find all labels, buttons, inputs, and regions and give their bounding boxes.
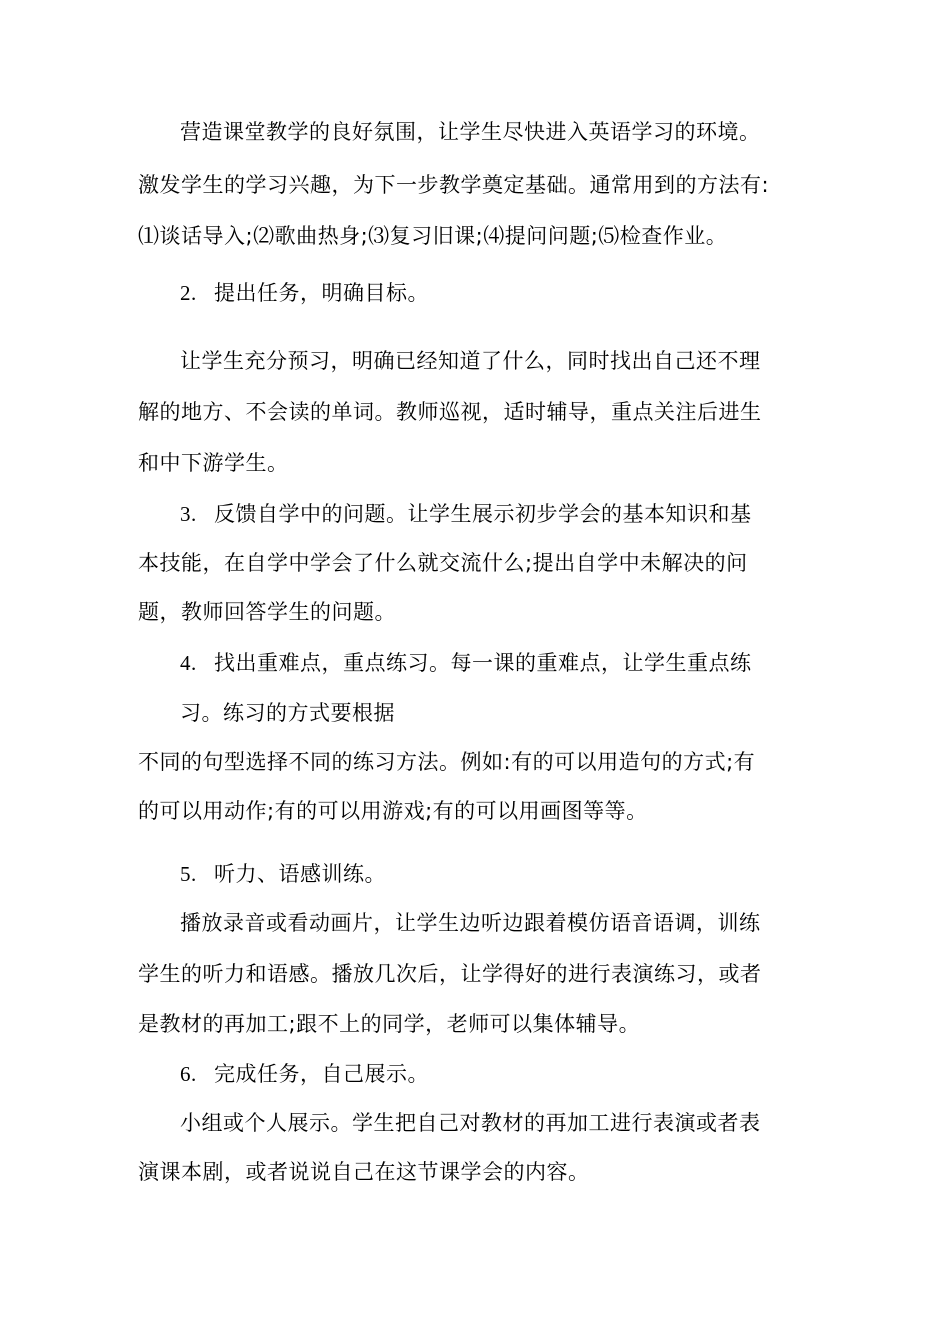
paragraph-line: 解的地方、不会读的单词。教师巡视，适时辅导，重点关注后进生 xyxy=(138,400,762,424)
paragraph-line: 题，教师回答学生的问题。 xyxy=(138,600,396,624)
paragraph-line: 和中下游学生。 xyxy=(138,451,289,475)
heading-text: 完成任务，自己展示。 xyxy=(214,1062,429,1086)
paragraph-line: 小组或个人展示。学生把自己对教材的再加工进行表演或者表 xyxy=(180,1111,761,1135)
paragraph-line: 的可以用动作;有的可以用游戏;有的可以用画图等等。 xyxy=(138,799,648,823)
heading-text: 反馈自学中的问题。让学生展示初步学会的基本知识和基 xyxy=(214,502,752,526)
paragraph-line: 学生的听力和语感。播放几次后，让学得好的进行表演练习，或者 xyxy=(138,962,762,986)
paragraph-line: 营造课堂教学的良好氛围，让学生尽快进入英语学习的环境。 xyxy=(180,120,761,144)
paragraph-line: 激发学生的学习兴趣，为下一步教学奠定基础。通常用到的方法有: xyxy=(138,173,770,197)
heading-text: 提出任务，明确目标。 xyxy=(214,281,429,305)
paragraph-line: ⑴谈话导入;⑵歌曲热身;⑶复习旧课;⑷提问问题;⑸检查作业。 xyxy=(138,224,728,248)
heading-text: 找出重难点，重点练习。每一课的重难点，让学生重点练 xyxy=(214,651,752,675)
paragraph-line: 播放录音或看动画片，让学生边听边跟着模仿语音语调，训练 xyxy=(180,911,761,935)
item-number: 3. xyxy=(180,502,197,526)
item-number: 6. xyxy=(180,1062,197,1086)
paragraph-line: 习。练习的方式要根据 xyxy=(180,701,395,725)
paragraph-line: 演课本剧，或者说说自己在这节课学会的内容。 xyxy=(138,1160,590,1184)
paragraph-line: 本技能，在自学中学会了什么就交流什么;提出自学中未解决的问 xyxy=(138,551,748,575)
numbered-heading-5 xyxy=(180,859,386,889)
paragraph-line: 不同的句型选择不同的练习方法。例如:有的可以用造句的方式;有 xyxy=(138,750,756,774)
item-number: 2. xyxy=(180,281,197,305)
item-number: 5. xyxy=(180,862,197,886)
numbered-heading-2 xyxy=(180,278,429,308)
numbered-heading-4 xyxy=(180,648,752,678)
numbered-heading-3 xyxy=(180,499,752,529)
paragraph-line: 让学生充分预习，明确已经知道了什么，同时找出自己还不理 xyxy=(180,349,761,373)
item-number: 4. xyxy=(180,651,197,675)
paragraph-line: 是教材的再加工;跟不上的同学，老师可以集体辅导。 xyxy=(138,1012,641,1036)
heading-text: 听力、语感训练。 xyxy=(214,862,386,886)
numbered-heading-6 xyxy=(180,1059,429,1089)
